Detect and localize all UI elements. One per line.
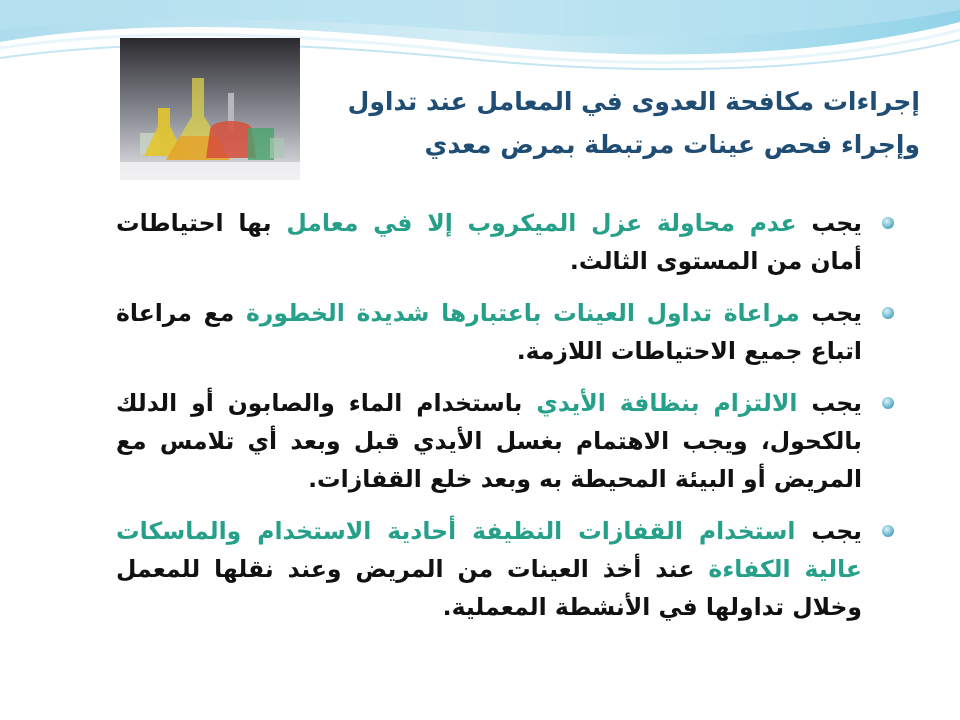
bullet-item (116, 512, 896, 626)
bullet-item (116, 384, 896, 498)
bullet-text-highlight: استخدام القفازات النظيفة أحادية الاستخدام والماسكات عالية الكفاءة (116, 517, 862, 583)
bullet-text-highlight: مراعاة تداول العينات باعتبارها شديدة الخطورة (245, 299, 800, 327)
slide-title (347, 80, 920, 166)
bullet-dot-icon (882, 397, 894, 409)
bullet-text-highlight: الالتزام بنظافة الأيدي (536, 389, 798, 417)
bullet-text-lead: يجب (796, 209, 862, 237)
bullet-dot-icon (882, 525, 894, 537)
bullet-dot-icon (882, 307, 894, 319)
bullet-dot-icon (882, 217, 894, 229)
bullet-text-highlight: عدم محاولة عزل الميكروب إلا في معامل (286, 209, 797, 237)
bullet-item (116, 294, 896, 370)
bullet-text-rest: عند أخذ العينات من المريض وعند نقلها للمعمل وخلال تداولها في الأنشطة المعملية. (116, 555, 862, 621)
bullet-text-lead: يجب (797, 389, 862, 417)
bullet-text-rest: باستخدام الماء والصابون أو الدلك بالكحول، ويجب الاهتمام بغسل الأيدي قبل وبعد أي تلامس مع المريض أو البيئة المحيطة به وبعد خلع القفازات. (116, 389, 862, 493)
bullet-text-lead: يجب (795, 517, 862, 545)
bullet-text-lead: يجب (799, 299, 862, 327)
lab-glassware-image (120, 38, 300, 180)
bullet-list (116, 204, 896, 640)
bullet-item (116, 204, 896, 280)
slide-title-line1: إجراءات مكافحة العدوى في المعامل عند تداول (347, 87, 920, 116)
bullet-text-rest: مع مراعاة اتباع جميع الاحتياطات اللازمة. (116, 299, 862, 365)
bullet-text-rest: بها احتياطات أمان من المستوى الثالث. (116, 209, 862, 275)
slide-title-line2: وإجراء فحص عينات مرتبطة بمرض معدي (424, 130, 920, 159)
